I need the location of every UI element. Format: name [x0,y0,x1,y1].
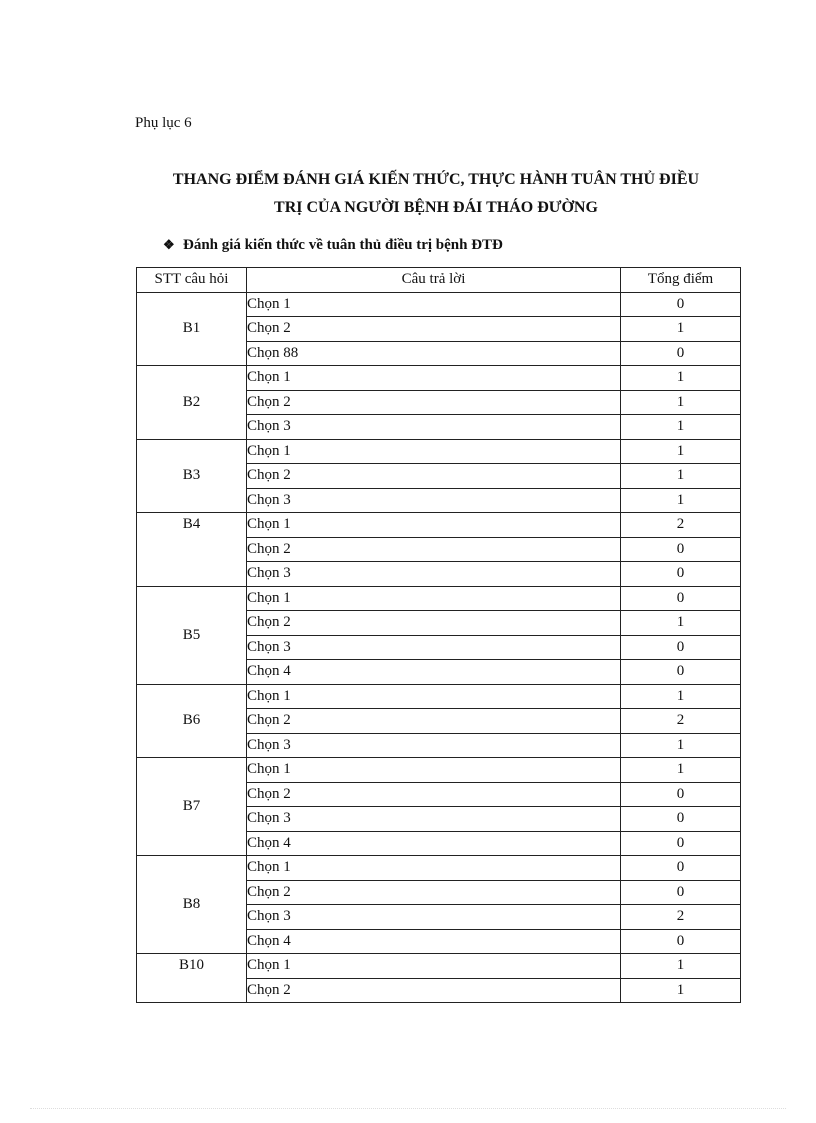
answer-cell: Chọn 2 [247,880,621,905]
score-cell: 1 [621,684,741,709]
score-cell: 1 [621,611,741,636]
answer-cell: Chọn 1 [247,856,621,881]
score-table-body [137,292,741,1003]
table-row [137,758,741,783]
score-cell: 1 [621,464,741,489]
diamond-bullet-icon: ❖ [163,237,175,252]
score-cell: 2 [621,709,741,734]
table-row [137,292,741,317]
score-cell: 1 [621,317,741,342]
question-id-cell: B6 [137,684,247,758]
table-row [137,366,741,391]
score-cell: 2 [621,905,741,930]
score-cell: 1 [621,439,741,464]
score-cell: 0 [621,782,741,807]
question-id-cell: B3 [137,439,247,513]
table-row [137,513,741,538]
header-question-number: STT câu hỏi [137,268,247,293]
question-id-cell: B5 [137,586,247,684]
answer-cell: Chọn 2 [247,782,621,807]
score-cell: 1 [621,954,741,979]
answer-cell: Chọn 1 [247,439,621,464]
header-total-score: Tổng điểm [621,268,741,293]
score-cell: 0 [621,880,741,905]
page-bottom-divider [30,1108,786,1109]
score-cell: 1 [621,488,741,513]
score-cell: 1 [621,733,741,758]
answer-cell: Chọn 1 [247,684,621,709]
score-cell: 0 [621,856,741,881]
answer-cell: Chọn 3 [247,807,621,832]
answer-cell: Chọn 1 [247,292,621,317]
answer-cell: Chọn 3 [247,905,621,930]
table-header-row [137,268,741,293]
answer-cell: Chọn 4 [247,660,621,685]
table-row [137,684,741,709]
score-cell: 1 [621,758,741,783]
table-row [137,856,741,881]
score-cell: 2 [621,513,741,538]
question-id-cell: B7 [137,758,247,856]
title-line-1: THANG ĐIỂM ĐÁNH GIÁ KIẾN THỨC, THỰC HÀNH TUÂN THỦ ĐIỀU [172,171,700,188]
score-cell: 0 [621,831,741,856]
answer-cell: Chọn 3 [247,562,621,587]
score-cell: 1 [621,978,741,1003]
answer-cell: Chọn 4 [247,929,621,954]
answer-cell: Chọn 2 [247,537,621,562]
answer-cell: Chọn 2 [247,390,621,415]
document-title [118,166,754,222]
answer-cell: Chọn 3 [247,733,621,758]
table-row [137,439,741,464]
answer-cell: Chọn 3 [247,635,621,660]
section-heading-row [163,237,503,254]
score-cell: 0 [621,635,741,660]
answer-cell: Chọn 2 [247,464,621,489]
question-id-cell: B10 [137,954,247,1003]
answer-cell: Chọn 3 [247,415,621,440]
answer-cell: Chọn 3 [247,488,621,513]
score-cell: 1 [621,390,741,415]
answer-cell: Chọn 2 [247,611,621,636]
score-cell: 0 [621,807,741,832]
answer-cell: Chọn 2 [247,978,621,1003]
answer-cell: Chọn 1 [247,758,621,783]
question-id-cell: B8 [137,856,247,954]
appendix-label: Phụ lục 6 [135,115,192,131]
score-cell: 0 [621,292,741,317]
score-cell: 1 [621,366,741,391]
answer-cell: Chọn 2 [247,317,621,342]
score-cell: 0 [621,537,741,562]
score-cell: 0 [621,562,741,587]
answer-cell: Chọn 1 [247,954,621,979]
question-id-cell: B4 [137,513,247,587]
section-heading: Đánh giá kiến thức về tuân thủ điều trị bệnh ĐTĐ [183,237,503,253]
answer-cell: Chọn 4 [247,831,621,856]
score-cell: 0 [621,660,741,685]
table-row [137,586,741,611]
answer-cell: Chọn 1 [247,513,621,538]
question-id-cell: B1 [137,292,247,366]
score-cell: 0 [621,341,741,366]
title-line-2: TRỊ CỦA NGƯỜI BỆNH ĐÁI THÁO ĐƯỜNG [274,199,598,216]
score-cell: 1 [621,415,741,440]
answer-cell: Chọn 1 [247,586,621,611]
question-id-cell: B2 [137,366,247,440]
answer-cell: Chọn 2 [247,709,621,734]
answer-cell: Chọn 1 [247,366,621,391]
header-answer: Câu trả lời [247,268,621,293]
score-cell: 0 [621,586,741,611]
score-cell: 0 [621,929,741,954]
answer-cell: Chọn 88 [247,341,621,366]
table-row [137,954,741,979]
score-table [136,267,741,1003]
